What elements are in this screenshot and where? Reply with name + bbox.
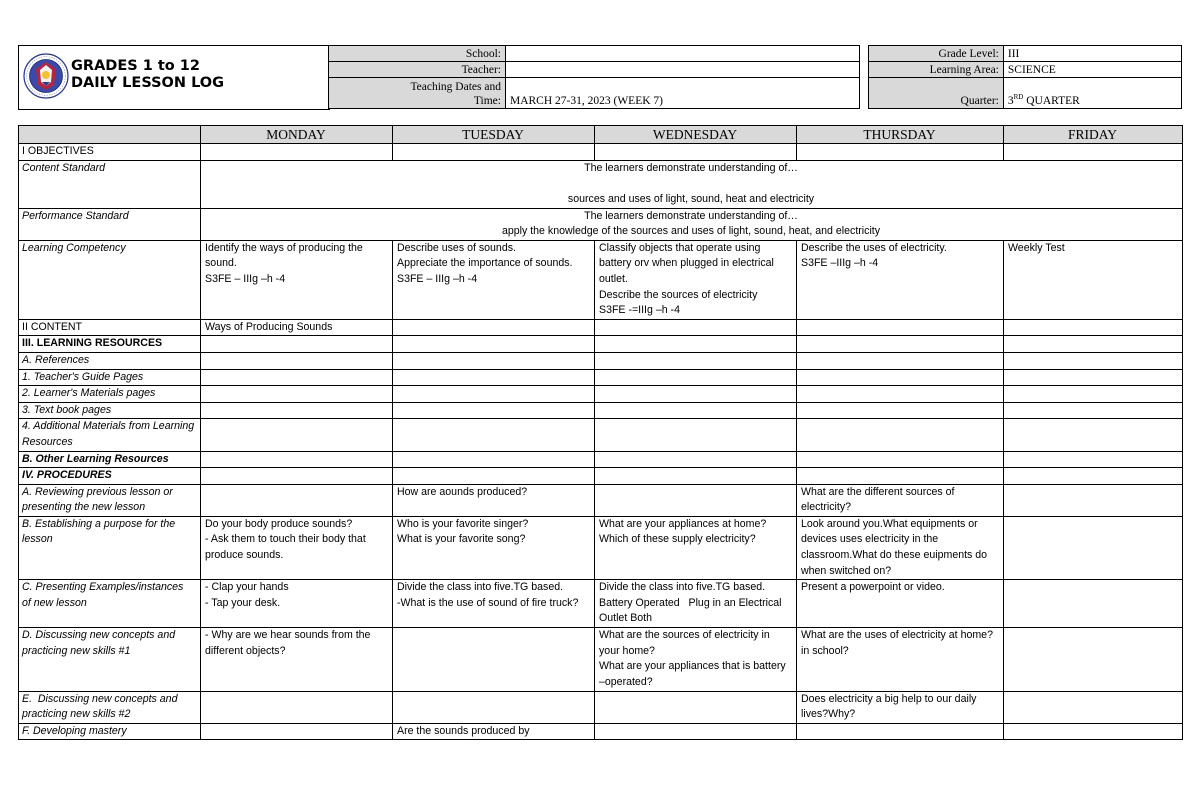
quarter-suffix: RD — [1013, 93, 1024, 102]
procedure-e-label: E. Discussing new concepts and practicing new skills #2 — [19, 691, 201, 723]
lesson-log-header — [18, 45, 1182, 110]
procedure-c-wednesday: Divide the class into five.TG based. Battery Operated Plug in an Electrical Outlet Both — [595, 580, 797, 628]
title-box — [18, 45, 330, 110]
deped-seal-icon — [23, 53, 69, 99]
procedure-c-label: C. Presenting Examples/instances of new lesson — [19, 580, 201, 628]
procedure-b-tuesday: Who is your favorite singer? What is your favorite song? — [393, 516, 595, 579]
procedure-a-label: A. Reviewing previous lesson or presenting the new lesson — [19, 484, 201, 516]
other-resources-label: B. Other Learning Resources — [19, 451, 201, 468]
other-resources-row — [19, 451, 1183, 468]
quarter-text: QUARTER — [1023, 95, 1080, 107]
competency-wednesday: Classify objects that operate using battery orv when plugged in electrical outlet. Describe the sources of electricity S3FE -=IIIg –h -4 — [595, 240, 797, 319]
procedure-a-row — [19, 484, 1183, 516]
procedure-f-label: F. Developing mastery — [19, 723, 201, 740]
performance-standard-row — [19, 208, 1183, 240]
grade-level-label: Grade Level: — [868, 46, 1003, 62]
learning-competency-label: Learning Competency — [19, 240, 201, 319]
procedure-a-thursday: What are the different sources of electricity? — [797, 484, 1004, 516]
procedure-f-monday — [201, 723, 393, 740]
procedure-c-row — [19, 580, 1183, 628]
day-wednesday: WEDNESDAY — [595, 126, 797, 144]
quarter-value — [1003, 78, 1181, 109]
procedure-c-tuesday: Divide the class into five.TG based. -What is the use of sound of fire truck? — [393, 580, 595, 628]
procedure-b-label: B. Establishing a purpose for the lesson — [19, 516, 201, 579]
procedure-e-thursday: Does electricity a big help to our daily lives?Why? — [797, 691, 1004, 723]
competency-tuesday: Describe uses of sounds. Appreciate the importance of sounds. S3FE – IIIg –h -4 — [393, 240, 595, 319]
day-thursday: THURSDAY — [797, 126, 1004, 144]
objectives-label: I OBJECTIVES — [19, 144, 201, 161]
day-header-row — [19, 126, 1183, 144]
teacher-value — [505, 62, 859, 78]
learning-area-label: Learning Area: — [868, 62, 1003, 78]
procedures-label: IV. PROCEDURES — [19, 468, 201, 485]
competency-monday: Identify the ways of producing the sound. S3FE – IIIg –h -4 — [201, 240, 393, 319]
references-row — [19, 352, 1183, 369]
procedure-d-friday — [1004, 628, 1183, 691]
quarter-number: 3 — [1007, 95, 1014, 107]
procedure-d-thursday: What are the uses of electricity at home?in school? — [797, 628, 1004, 691]
school-value — [505, 46, 859, 62]
teaching-dates-label-line1: Teaching Dates and — [410, 81, 501, 93]
text-book-label: 3. Text book pages — [19, 402, 201, 419]
learners-materials-label: 2. Learner's Materials pages — [19, 386, 201, 403]
competency-friday: Weekly Test — [1004, 240, 1183, 319]
procedure-d-tuesday — [393, 628, 595, 691]
teaching-dates-label-line2: Time: — [473, 95, 501, 107]
learning-resources-row — [19, 336, 1183, 353]
daily-lesson-log-table — [18, 125, 1183, 740]
day-friday: FRIDAY — [1004, 126, 1183, 144]
procedure-d-monday: - Why are we hear sounds from the different objects? — [201, 628, 393, 691]
teaching-dates-label — [329, 78, 506, 109]
learning-resources-label: III. LEARNING RESOURCES — [19, 336, 201, 353]
procedure-c-friday — [1004, 580, 1183, 628]
additional-materials-row — [19, 419, 1183, 451]
references-label: A. References — [19, 352, 201, 369]
procedure-c-thursday: Present a powerpoint or video. — [797, 580, 1004, 628]
learners-materials-row — [19, 386, 1183, 403]
title-line-2: DAILY LESSON LOG — [71, 75, 225, 91]
content-standard-row — [19, 160, 1183, 208]
teachers-guide-label: 1. Teacher's Guide Pages — [19, 369, 201, 386]
content-monday: Ways of Producing Sounds — [201, 319, 393, 336]
competency-thursday: Describe the uses of electricity. S3FE –IIIg –h -4 — [797, 240, 1004, 319]
header-info-table — [328, 45, 1182, 109]
procedure-b-thursday: Look around you.What equipments or devices uses electricity in the classroom.What do these euipments do when switched on? — [797, 516, 1004, 579]
procedure-e-row — [19, 691, 1183, 723]
teachers-guide-row — [19, 369, 1183, 386]
procedure-f-wednesday — [595, 723, 797, 740]
procedure-b-wednesday: What are your appliances at home? Which of these supply electricity? — [595, 516, 797, 579]
day-tuesday: TUESDAY — [393, 126, 595, 144]
learning-competency-row — [19, 240, 1183, 319]
text-book-row — [19, 402, 1183, 419]
school-label: School: — [329, 46, 506, 62]
procedure-a-tuesday: How are aounds produced? — [393, 484, 595, 516]
quarter-label: Quarter: — [868, 78, 1003, 109]
content-standard-label: Content Standard — [19, 160, 201, 208]
procedure-e-friday — [1004, 691, 1183, 723]
content-standard-text: The learners demonstrate understanding of… sources and uses of light, sound, heat and electricity — [201, 160, 1183, 208]
procedure-d-wednesday: What are the sources of electricity in your home? What are your appliances that is battery –operated? — [595, 628, 797, 691]
procedure-d-row — [19, 628, 1183, 691]
procedure-b-row — [19, 516, 1183, 579]
procedures-row — [19, 468, 1183, 485]
procedure-f-friday — [1004, 723, 1183, 740]
procedure-f-thursday — [797, 723, 1004, 740]
teaching-dates-value: MARCH 27-31, 2023 (WEEK 7) — [505, 78, 859, 109]
procedure-e-tuesday — [393, 691, 595, 723]
title-line-1: GRADES 1 to 12 — [71, 58, 200, 74]
procedure-d-label: D. Discussing new concepts and practicing new skills #1 — [19, 628, 201, 691]
procedure-e-monday — [201, 691, 393, 723]
objectives-row — [19, 144, 1183, 161]
procedure-a-wednesday — [595, 484, 797, 516]
procedure-e-wednesday — [595, 691, 797, 723]
performance-standard-label: Performance Standard — [19, 208, 201, 240]
procedure-a-friday — [1004, 484, 1183, 516]
additional-materials-label: 4. Additional Materials from Learning Resources — [19, 419, 201, 451]
day-monday: MONDAY — [201, 126, 393, 144]
document-title — [71, 58, 224, 92]
procedure-f-row — [19, 723, 1183, 740]
procedure-f-tuesday: Are the sounds produced by — [393, 723, 595, 740]
grade-level-value: III — [1003, 46, 1181, 62]
content-row — [19, 319, 1183, 336]
procedure-a-monday — [201, 484, 393, 516]
teacher-label: Teacher: — [329, 62, 506, 78]
procedure-c-monday: - Clap your hands - Tap your desk. — [201, 580, 393, 628]
content-label: II CONTENT — [19, 319, 201, 336]
learning-area-value: SCIENCE — [1003, 62, 1181, 78]
procedure-b-friday — [1004, 516, 1183, 579]
procedure-b-monday: Do your body produce sounds? - Ask them to touch their body that produce sounds. — [201, 516, 393, 579]
performance-standard-text: The learners demonstrate understanding of… apply the knowledge of the sources and uses of light, sound, heat, and electricity — [201, 208, 1183, 240]
